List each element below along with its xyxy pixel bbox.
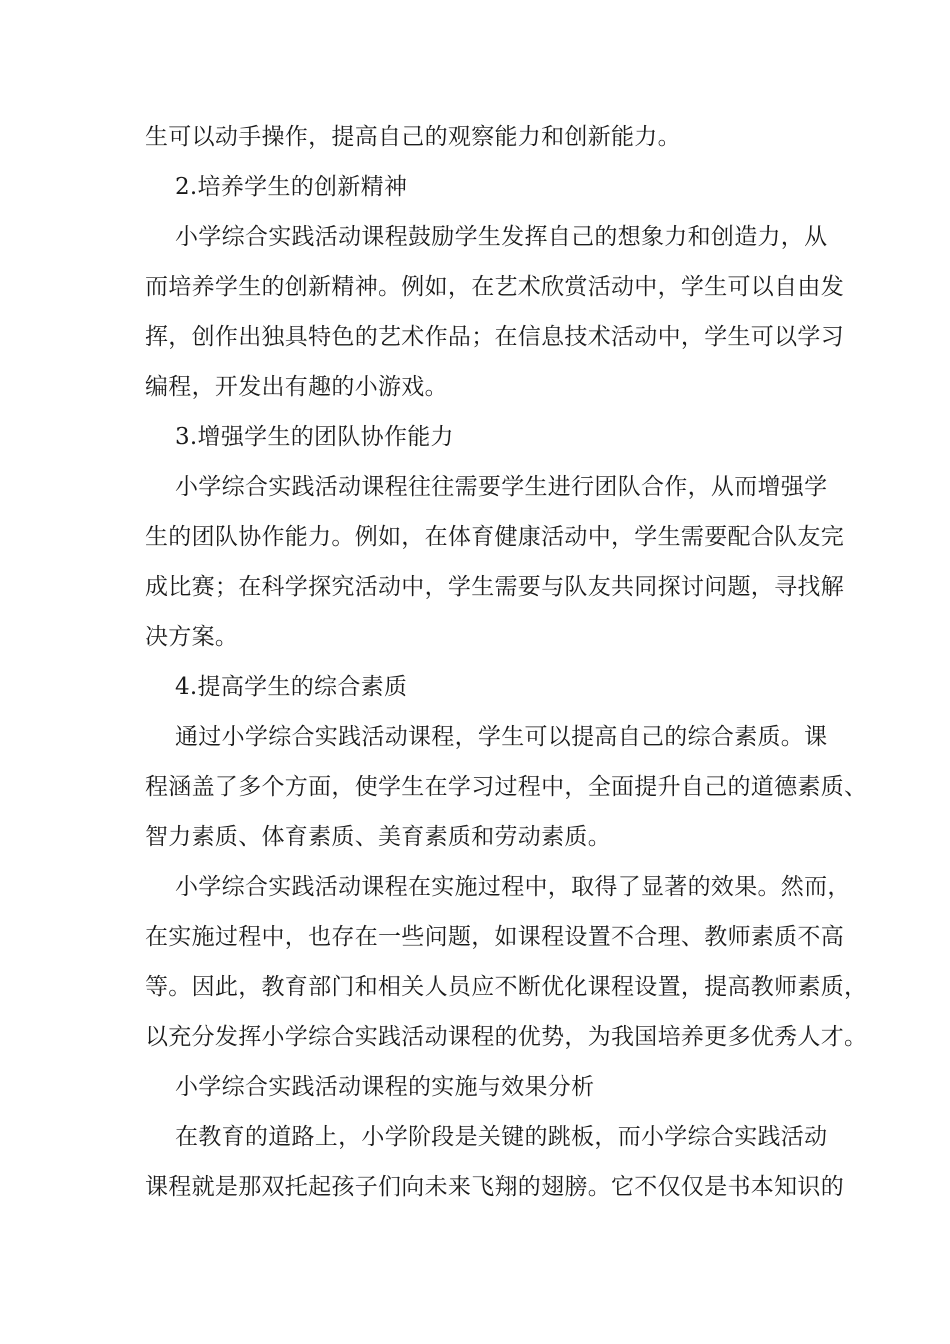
paragraph-line: 等。因此，教育部门和相关人员应不断优化课程设置，提高教师素质， [145,974,868,1000]
article-title: 小学综合实践活动课程的实施与效果分析 [175,1074,595,1100]
paragraph-line: 课程就是那双托起孩子们向未来飞翔的翅膀。它不仅仅是书本知识的 [145,1174,844,1200]
paragraph-line: 成比赛；在科学探究活动中，学生需要与队友共同探讨问题，寻找解 [145,574,844,600]
paragraph-line: 程涵盖了多个方面，使学生在学习过程中，全面提升自己的道德素质、 [145,774,868,800]
paragraph-line: 挥，创作出独具特色的艺术作品；在信息技术活动中，学生可以学习 [145,324,844,350]
paragraph-line: 小学综合实践活动课程往往需要学生进行团队合作，从而增强学 [175,474,828,500]
paragraph-line: 智力素质、体育素质、美育素质和劳动素质。 [145,824,611,850]
paragraph-line: 编程，开发出有趣的小游戏。 [145,374,448,400]
paragraph-line: 小学综合实践活动课程鼓励学生发挥自己的想象力和创造力，从 [175,224,828,250]
paragraph-line: 以充分发挥小学综合实践活动课程的优势，为我国培养更多优秀人才。 [145,1024,868,1050]
paragraph-line: 在教育的道路上，小学阶段是关键的跳板，而小学综合实践活动 [175,1124,828,1150]
paragraph-line: 决方案。 [145,624,239,650]
paragraph-line: 生可以动手操作，提高自己的观察能力和创新能力。 [145,124,681,150]
paragraph-line: 在实施过程中，也存在一些问题，如课程设置不合理、教师素质不高 [145,924,844,950]
paragraph-line: 小学综合实践活动课程在实施过程中，取得了显著的效果。然而， [175,874,851,900]
paragraph-line: 通过小学综合实践活动课程，学生可以提高自己的综合素质。课 [175,724,828,750]
paragraph-line: 生的团队协作能力。例如，在体育健康活动中，学生需要配合队友完 [145,524,844,550]
section-heading: 2.培养学生的创新精神 [175,174,408,200]
section-heading: 4.提高学生的综合素质 [175,674,408,700]
section-heading: 3.增强学生的团队协作能力 [175,424,454,450]
paragraph-line: 而培养学生的创新精神。例如，在艺术欣赏活动中，学生可以自由发 [145,274,844,300]
